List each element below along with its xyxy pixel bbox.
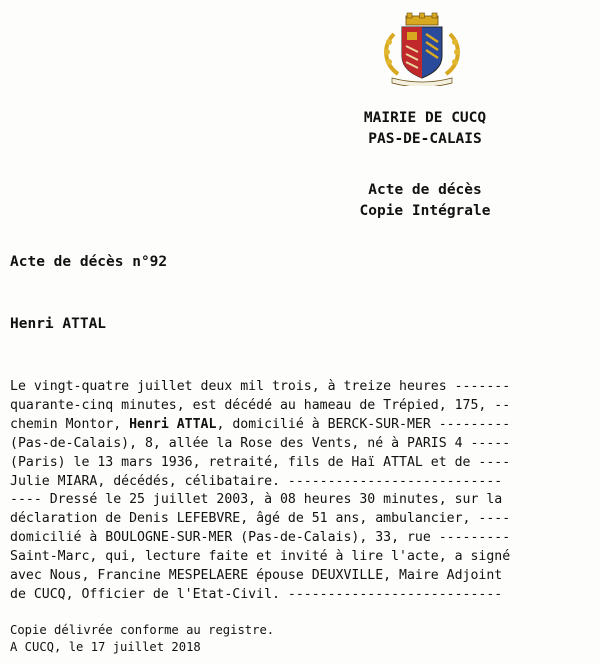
place-and-date: A CUCQ, le 17 juillet 2018 xyxy=(10,640,201,654)
body-line: ---- Dressé le 25 juillet 2003, à 08 heures 30 minutes, sur la xyxy=(10,492,503,508)
mairie-title: MAIRIE DE CUCQ xyxy=(363,110,487,126)
deceased-name: Henri ATTAL xyxy=(129,416,217,432)
body-line: avec Nous, Francine MESPELAERE épouse DEUXVILLE, Maire Adjoint xyxy=(10,568,503,584)
document-type-header xyxy=(300,180,550,222)
body-line: domicilié à BOULOGNE-SUR-MER (Pas-de-Calais), 33, rue --------- xyxy=(10,530,511,546)
body-line: , domicilié à BERCK-SUR-MER --------- xyxy=(216,416,511,432)
body-line: quarante-cinq minutes, est décédé au hameau de Trépied, 175, -- xyxy=(10,397,511,413)
document-copy-type: Copie Intégrale xyxy=(359,203,491,219)
body-line: Julie MIARA, décédés, célibataire. --------------------------- xyxy=(10,473,503,489)
body-line: (Paris) le 13 mars 1936, retraité, fils de Haï ATTAL et de ---- xyxy=(10,454,511,470)
person-name: Henri ATTAL xyxy=(10,316,107,332)
body-line: Le vingt-quatre juillet deux mil trois, à treize heures ------- xyxy=(10,379,511,394)
department-title: PAS-DE-CALAIS xyxy=(368,131,482,147)
coat-of-arms-logo xyxy=(380,12,464,86)
certification-statement: Copie délivrée conforme au registre. xyxy=(10,623,275,637)
body-line: chemin Montor, xyxy=(10,416,130,432)
mairie-header xyxy=(300,108,550,150)
body-line: Saint-Marc, qui, lecture faite et invité à lire l'acte, a signé xyxy=(10,549,511,565)
certification-footer xyxy=(10,622,274,656)
body-line: de CUCQ, Officier de l'Etat-Civil. --------------------------- xyxy=(10,586,503,602)
body-line: déclaration de Denis LEFEBVRE, âgé de 51 ans, ambulancier, ---- xyxy=(10,511,511,527)
body-line: (Pas-de-Calais), 8, allée la Rose des Vents, né à PARIS 4 ----- xyxy=(10,435,511,451)
document-type-title: Acte de décès xyxy=(368,182,482,198)
acte-number: Acte de décès n°92 xyxy=(10,254,168,270)
acte-body xyxy=(10,378,595,605)
